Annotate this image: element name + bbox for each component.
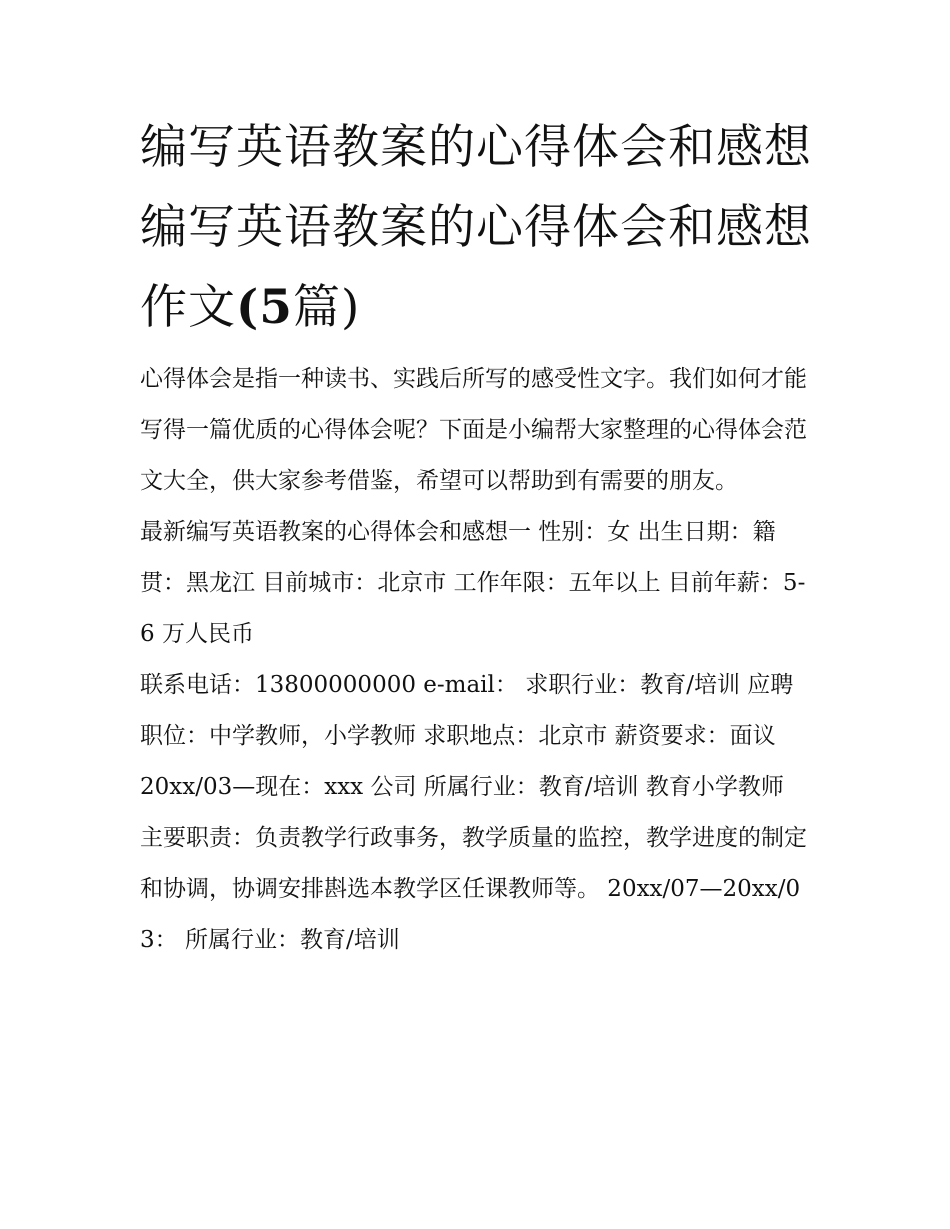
title-count-suffix: 篇) <box>292 280 361 335</box>
document-title <box>140 108 816 348</box>
duties-paragraph: 主要职责：负责教学行政事务，教学质量的监控，教学进度的制定和协调，协调安排斟选本教学区任课教师等。 20xx/07—20xx/03： 所属行业：教育/培训 <box>140 825 807 953</box>
contact-paragraph: 联系电话：13800000000 e-mail： 求职行业：教育/培训 应聘职位：中学教师，小学教师 求职地点：北京市 薪资要求：面议 <box>140 672 794 749</box>
document-page <box>140 108 816 966</box>
intro-paragraph: 心得体会是指一种读书、实践后所写的感受性文字。我们如何才能写得一篇优质的心得体会呢？下面是小编帮大家整理的心得体会范文大全，供大家参考借鉴，希望可以帮助到有需要的朋友。 <box>140 366 807 494</box>
personal-info-paragraph: 最新编写英语教案的心得体会和感想一 性别：女 出生日期：籍贯：黑龙江 目前城市：北京市 工作年限：五年以上 目前年薪：5-6 万人民币 <box>140 519 806 647</box>
title-count: (5 <box>236 280 293 335</box>
title-text: 编写英语教案的心得体会和感想 编写英语教案的心得体会和感想作文 <box>140 120 812 335</box>
work-experience-paragraph: 20xx/03—现在：xxx 公司 所属行业：教育/培训 教育小学教师 <box>140 774 784 800</box>
